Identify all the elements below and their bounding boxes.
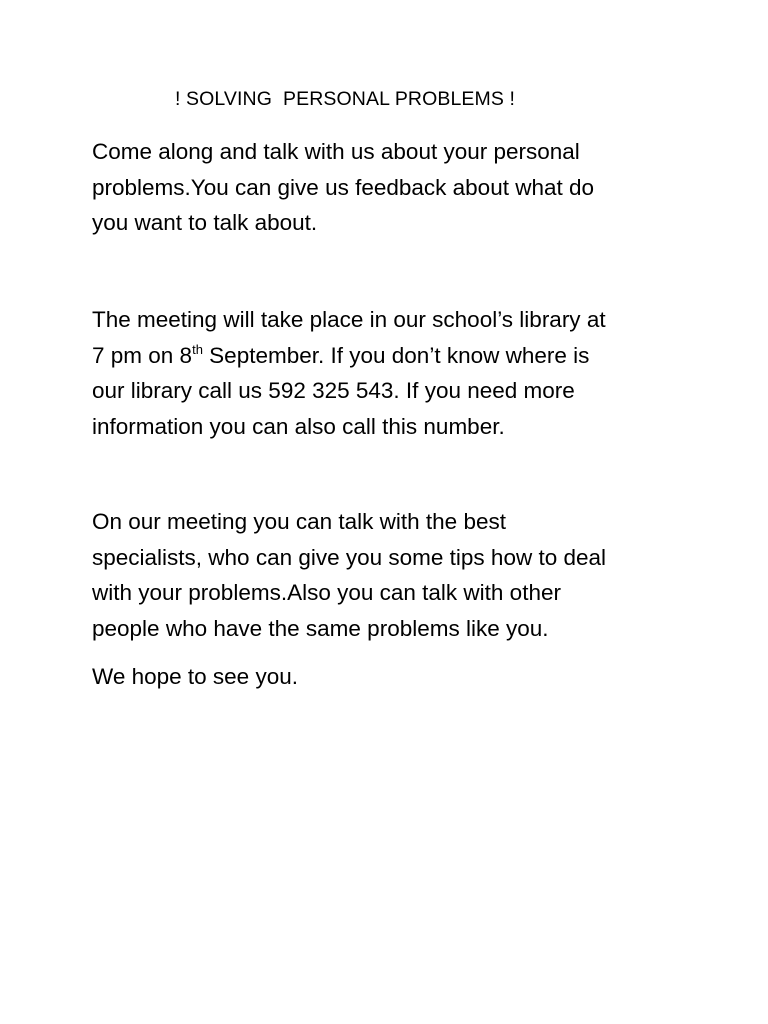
paragraph-specialists [92, 504, 712, 646]
ordinal-suffix: th [192, 341, 203, 357]
paragraph-line-with-date [92, 338, 712, 374]
paragraph-line: with your problems.Also you can talk with other [92, 580, 561, 606]
paragraph-line: On our meeting you can talk with the best [92, 509, 506, 534]
paragraph-line: problems.You can give us feedback about what do [92, 174, 595, 200]
paragraph-line: information you can also call this number. [92, 413, 505, 439]
paragraph-line: Come along and talk with us about your personal [92, 139, 580, 164]
document-title: ! SOLVING PERSONAL PROBLEMS ! [175, 88, 516, 110]
paragraph-line: specialists, who can give you some tips how to deal [92, 544, 607, 570]
closing-line: We hope to see you. [92, 664, 298, 689]
paragraph-line: you want to talk about. [92, 210, 318, 236]
paragraph-meeting-details [92, 302, 712, 444]
date-text-end: September. If you don’t know where is [202, 342, 590, 368]
paragraph-line: people who have the same problems like you. [92, 615, 549, 641]
paragraph-line-phone: our library call us 592 325 543. If you need more [92, 378, 575, 404]
paragraph-line: The meeting will take place in our school’s library at [92, 307, 606, 332]
paragraph-invitation [92, 134, 712, 241]
date-text-start: 7 pm on 8 [92, 342, 193, 368]
